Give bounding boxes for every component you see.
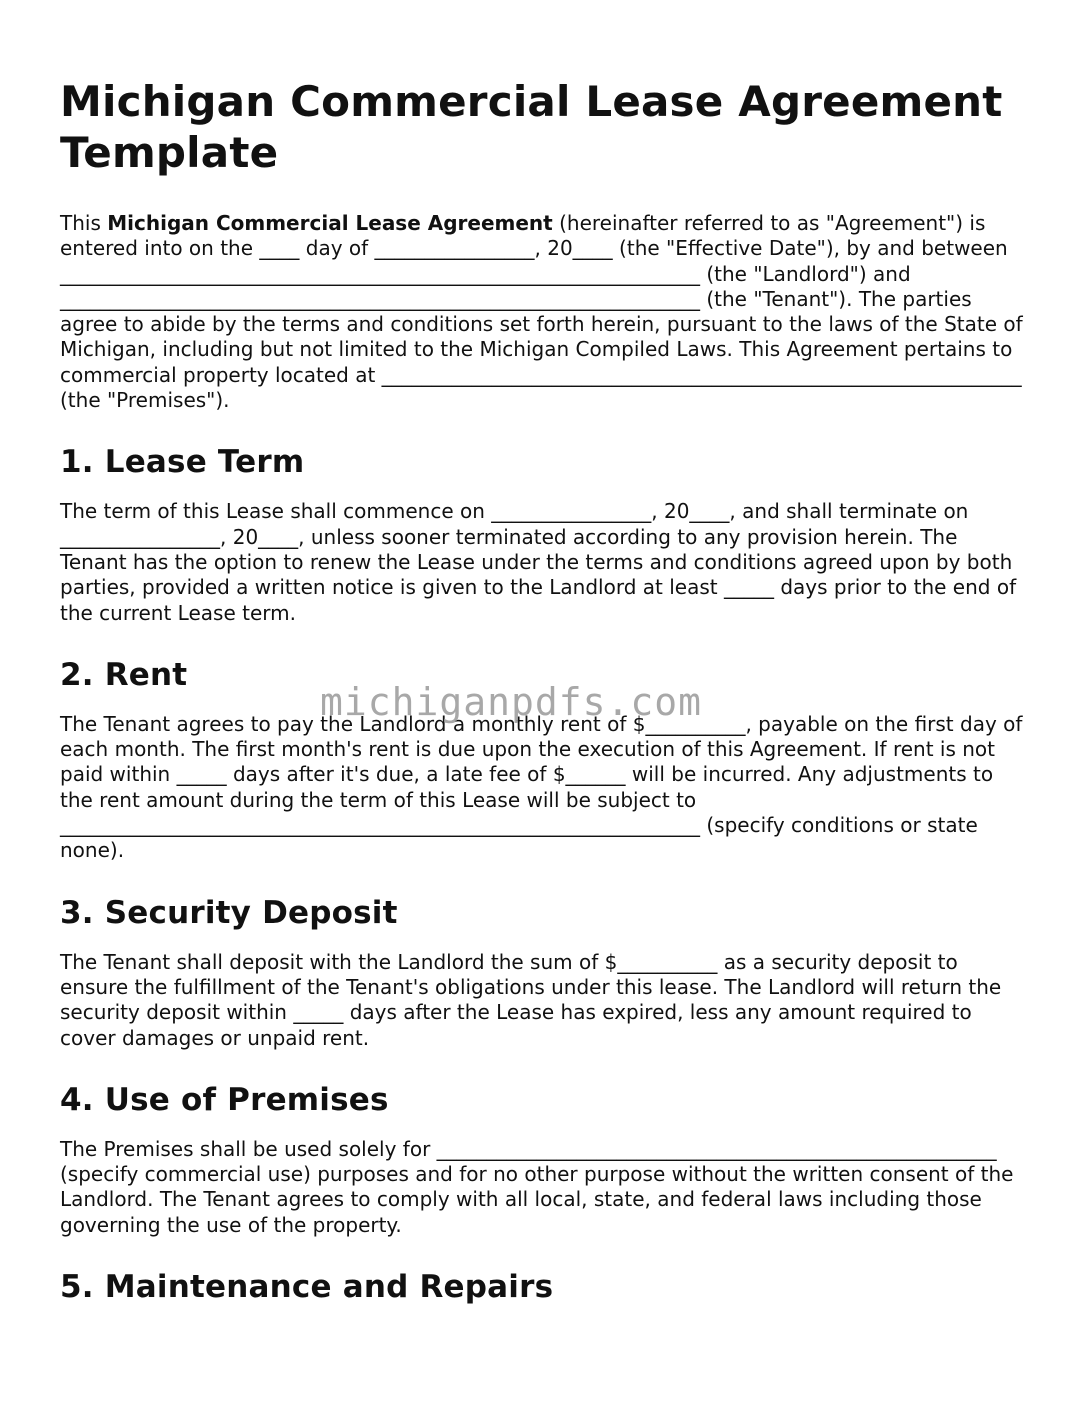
section-body-lease-term: The term of this Lease shall commence on ________________, 20____, and shall terminate on ________________, 20____, unless sooner terminated according to any provision herein. The Tenant has the option to renew the Lease under the terms and conditions agreed upon by both parties, provided a written notice is given to the Landlord at least _____ days prior to the end of the current Lease term. — [60, 499, 1017, 625]
intro-text: (hereinafter referred to as "Agreement") is entered into on the ____ day of ________________, 20____ (the "Effective Date"), by and between ________________________________________________________________ (the "Landlord") and ________________________________________________________________ (the "Tenant"). The parties agree to abide by the terms and conditions set forth herein, pursuant to the laws of the State of Michigan, including but not limited to the Michigan Compiled Laws. This Agreement pertains to commercial property located at ________________________________________________________________ (the "Premises"). — [60, 211, 1023, 413]
section-body-use-of-premises: The Premises shall be used solely for ________________________________________________________ (specify commercial use) purposes and for no other purpose without the written consent of the Landlord. The Tenant agrees to comply with all local, state, and federal laws including those governing the use of the property. — [60, 1136, 1014, 1237]
intro-bold-title: Michigan Commercial Lease Agreement — [107, 211, 553, 235]
section-heading-maintenance: 5. Maintenance and Repairs — [60, 1269, 554, 1306]
watermark-text: michiganpdfs.com — [320, 680, 703, 724]
intro-paragraph — [60, 211, 1028, 413]
section-heading-rent: 2. Rent — [60, 656, 188, 693]
section-heading-use-of-premises: 4. Use of Premises — [60, 1081, 389, 1118]
document-title: Michigan Commercial Lease Agreement Template — [60, 77, 1003, 177]
section-body-rent: The Tenant agrees to pay the Landlord a monthly rent of $__________, payable on the first day of each month. The first month's rent is due upon the execution of this Agreement. If rent is not paid within _____ days after it's due, a late fee of $______ will be incurred. Any adjustments to the rent amount during the term of this Lease will be subject to ________________________________________________________________ (specify conditions or state none). — [60, 711, 1023, 863]
section-heading-lease-term: 1. Lease Term — [60, 444, 305, 481]
section-body-security-deposit: The Tenant shall deposit with the Landlord the sum of $__________ as a security deposit to ensure the fulfillment of the Tenant's obligations under this lease. The Landlord will return the security deposit within _____ days after the Lease has expired, less any amount required to cover damages or unpaid rent. — [60, 949, 1002, 1050]
section-heading-security-deposit: 3. Security Deposit — [60, 894, 398, 931]
intro-lead: This — [60, 211, 108, 235]
